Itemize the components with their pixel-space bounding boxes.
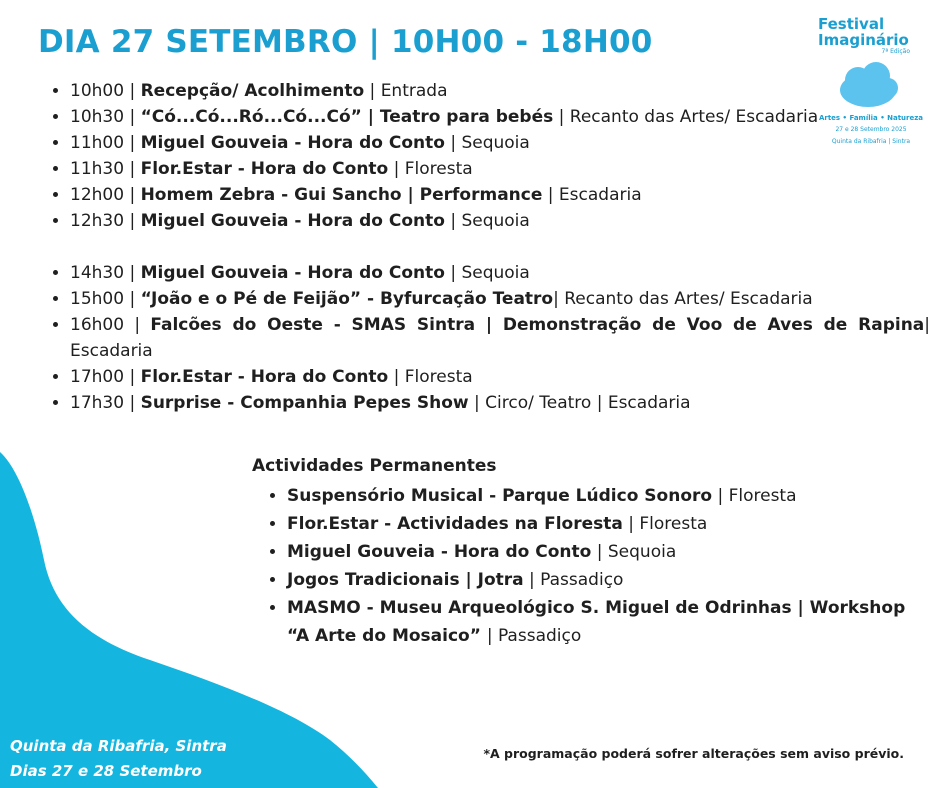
disclaimer-note: *A programação poderá sofrer alterações sem aviso prévio. bbox=[483, 746, 904, 761]
schedule-item bbox=[70, 390, 930, 416]
logo-tagline: Artes • Família • Natureza bbox=[818, 114, 924, 122]
schedule-time: 15h00 | bbox=[70, 289, 141, 309]
permanent-place: | Passadiço bbox=[486, 626, 582, 646]
schedule-activity: “João e o Pé de Feijão” - Byfurcação Teatro bbox=[140, 289, 554, 309]
schedule-list bbox=[48, 78, 930, 416]
logo-line-2: Imaginário bbox=[818, 31, 909, 49]
permanent-activities-title: Actividades Permanentes bbox=[252, 456, 497, 476]
schedule-place: | Sequoia bbox=[444, 263, 530, 283]
permanent-activity: Jogos Tradicionais | Jotra bbox=[287, 570, 524, 590]
footer-location bbox=[10, 734, 227, 784]
schedule-item bbox=[70, 78, 930, 104]
schedule-time: 11h00 | bbox=[70, 133, 141, 153]
permanent-item bbox=[287, 510, 912, 538]
page-title: DIA 27 SETEMBRO | 10H00 - 18H00 bbox=[38, 24, 653, 60]
permanent-activity: MASMO - Museu Arqueológico S. Miguel de Odrinhas | Workshop “A Arte do Mosaico” bbox=[287, 598, 906, 646]
schedule-place: | Recanto das Artes/ Escadaria bbox=[553, 107, 819, 127]
schedule-item bbox=[70, 260, 930, 286]
schedule-time: 14h30 | bbox=[70, 263, 141, 283]
schedule-item bbox=[70, 312, 930, 364]
schedule-place: | Sequoia bbox=[444, 133, 530, 153]
schedule-time: 10h30 | bbox=[70, 107, 141, 127]
schedule-place: | Entrada bbox=[364, 81, 448, 101]
schedule-item bbox=[70, 156, 930, 182]
schedule-time: 12h30 | bbox=[70, 211, 141, 231]
schedule-place: | Escadaria bbox=[542, 185, 642, 205]
schedule-item bbox=[70, 364, 930, 390]
permanent-place: | Passadiço bbox=[523, 570, 624, 590]
schedule-place: | Recanto das Artes/ Escadaria bbox=[553, 289, 813, 309]
schedule-activity: Miguel Gouveia - Hora do Conto bbox=[140, 133, 445, 153]
schedule-place: | Floresta bbox=[388, 367, 473, 387]
schedule-place: | Escadaria bbox=[70, 315, 931, 361]
schedule-place: | Sequoia bbox=[444, 211, 530, 231]
schedule-activity: Falcões do Oeste - SMAS Sintra | Demonstração de Voo de Aves de Rapina bbox=[150, 315, 925, 335]
schedule-time: 16h00 | bbox=[70, 315, 151, 335]
logo-dates: 27 e 28 Setembro 2025 bbox=[835, 126, 907, 133]
permanent-place: | Sequoia bbox=[591, 542, 677, 562]
schedule-activity: “Có...Có...Ró...Có...Có” | Teatro para bebés bbox=[140, 107, 554, 127]
permanent-place: | Floresta bbox=[622, 514, 708, 534]
permanent-item bbox=[287, 538, 912, 566]
event-dates: Dias 27 e 28 Setembro bbox=[10, 762, 202, 780]
permanent-item bbox=[287, 482, 912, 510]
schedule-activity: Recepção/ Acolhimento bbox=[140, 81, 365, 101]
permanent-activity: Flor.Estar - Actividades na Floresta bbox=[287, 514, 623, 534]
schedule-item bbox=[70, 286, 930, 312]
schedule-item bbox=[70, 130, 930, 156]
permanent-activity: Suspensório Musical - Parque Lúdico Sonoro bbox=[287, 486, 713, 506]
schedule-item bbox=[70, 182, 930, 208]
logo-edition: 7ª Edição bbox=[881, 48, 910, 55]
schedule-activity: Miguel Gouveia - Hora do Conto bbox=[140, 263, 445, 283]
schedule-place: | Floresta bbox=[388, 159, 473, 179]
schedule-time: 12h00 | bbox=[70, 185, 141, 205]
schedule-time: 17h00 | bbox=[70, 367, 141, 387]
permanent-activities-list bbox=[252, 482, 912, 650]
schedule-item bbox=[70, 208, 930, 234]
schedule-activity: Miguel Gouveia - Hora do Conto bbox=[140, 211, 445, 231]
permanent-activities bbox=[252, 454, 912, 650]
schedule-activity: Flor.Estar - Hora do Conto bbox=[140, 367, 389, 387]
logo-venue: Quinta da Ribafria | Sintra bbox=[831, 138, 911, 145]
schedule-activity: Surprise - Companhia Pepes Show bbox=[140, 393, 469, 413]
schedule-time: 17h30 | bbox=[70, 393, 141, 413]
permanent-activity: Miguel Gouveia - Hora do Conto bbox=[287, 542, 592, 562]
permanent-item bbox=[287, 594, 912, 650]
permanent-item bbox=[287, 566, 912, 594]
schedule-time: 11h30 | bbox=[70, 159, 141, 179]
schedule-activity: Flor.Estar - Hora do Conto bbox=[140, 159, 389, 179]
schedule-time: 10h00 | bbox=[70, 81, 141, 101]
schedule-place: | Circo/ Teatro | Escadaria bbox=[468, 393, 691, 413]
location-name: Quinta da Ribafria, Sintra bbox=[10, 737, 227, 755]
schedule-activity: Homem Zebra - Gui Sancho | Performance bbox=[140, 185, 543, 205]
schedule-item bbox=[70, 104, 930, 130]
permanent-place: | Floresta bbox=[712, 486, 797, 506]
logo-line-1: Festival bbox=[818, 15, 885, 33]
